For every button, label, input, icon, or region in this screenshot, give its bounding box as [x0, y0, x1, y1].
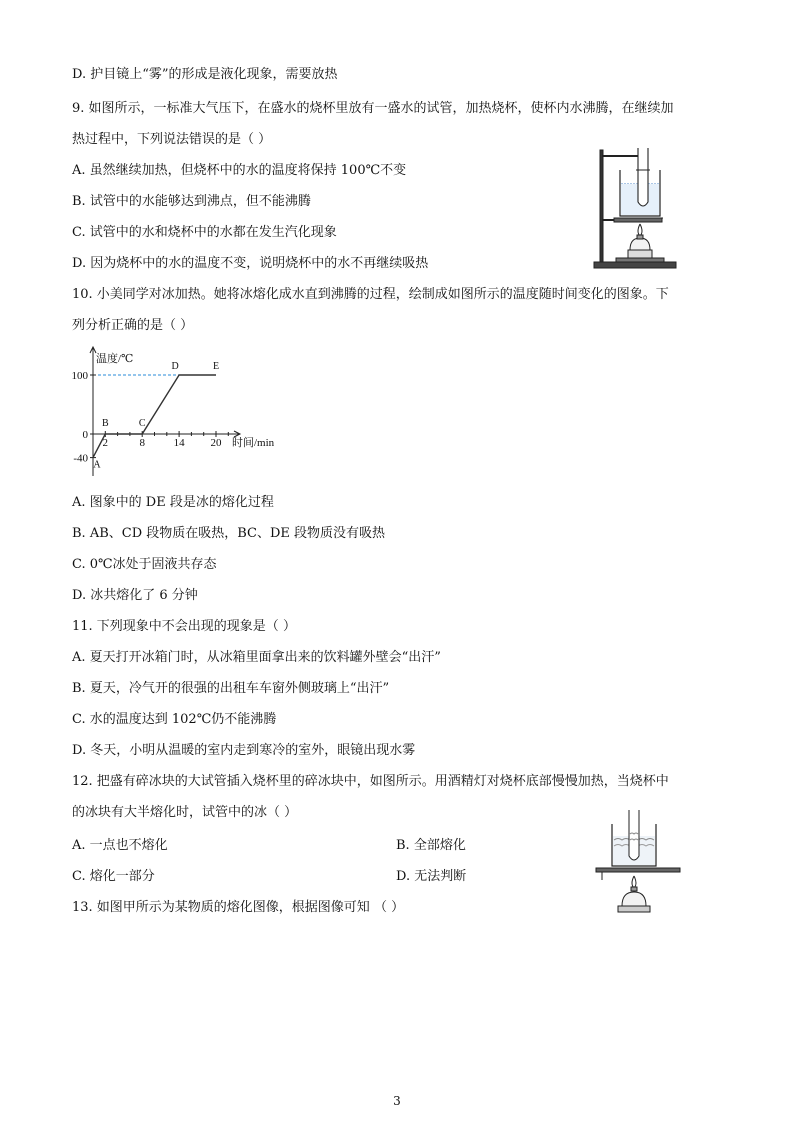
q12-option-b: B. 全部熔化: [396, 838, 466, 853]
y-tick-label--40: -40: [73, 452, 88, 465]
q13-stem: 13. 如图甲所示为某物质的熔化图像，根据图像可知 （ ）: [72, 900, 405, 915]
x-axis-label: 时间/min: [232, 437, 275, 449]
q9-option-d: D. 因为烧杯中的水的温度不变，说明烧杯中的水不再继续吸热: [72, 256, 429, 271]
x-tick-label-20: 20: [210, 437, 222, 449]
q12-stem-line1: 12. 把盛有碎冰块的大试管插入烧杯里的碎冰块中，如图所示。用酒精灯对烧杯底部慢慢加热，当烧杯中: [72, 774, 669, 789]
q11-option-b: B. 夏天，冷气开的很强的出租车车窗外侧玻璃上“出汗”: [72, 681, 390, 696]
x-tick-label-8: 8: [139, 437, 145, 449]
q12-option-a: A. 一点也不熔化: [72, 838, 168, 853]
q11-option-d: D. 冬天，小明从温暖的室内走到寒冷的室外，眼镜出现水雾: [72, 743, 416, 758]
q10-option-b: B. AB、CD 段物质在吸热，BC、DE 段物质没有吸热: [72, 526, 386, 541]
q9-stem-line1: 9. 如图所示，一标准大气压下，在盛水的烧杯里放有一盛水的试管，加热烧杯，使杯内水沸腾，在继续加: [72, 101, 674, 116]
q9-option-c: C. 试管中的水和烧杯中的水都在发生汽化现象: [72, 225, 337, 240]
q11-option-c: C. 水的温度达到 102℃仍不能沸腾: [72, 712, 277, 727]
q12-stem-line2: 的冰块有大半熔化时，试管中的冰（ ）: [72, 805, 298, 820]
q12-option-c: C. 熔化一部分: [72, 869, 155, 884]
x-tick-label-14: 14: [173, 437, 185, 449]
point-label-A: A: [93, 459, 101, 471]
q10-stem-line1: 10. 小美同学对冰加热。她将冰熔化成水直到沸腾的过程，绘制成如图所示的温度随时间变化的图象。下: [72, 287, 669, 302]
y-axis-label: 温度/℃: [96, 353, 134, 365]
point-label-D: D: [171, 361, 179, 372]
temperature-series-line: [93, 375, 216, 458]
q8-option-d: D. 护目镜上“雾”的形成是液化现象，需要放热: [72, 67, 338, 82]
ice-melting-apparatus-figure: [592, 806, 682, 918]
q10-option-c: C. 0℃冰处于固液共存态: [72, 557, 217, 572]
x-tick-label-2: 2: [102, 437, 109, 449]
boiling-apparatus-figure: [590, 140, 685, 275]
q11-option-a: A. 夏天打开冰箱门时，从冰箱里面拿出来的饮料罐外壁会“出汗”: [72, 650, 441, 665]
q11-stem: 11. 下列现象中不会出现的现象是（ ）: [72, 619, 296, 634]
page-number: 3: [393, 1094, 401, 1108]
q12-option-d: D. 无法判断: [396, 869, 467, 884]
q9-stem-line2: 热过程中，下列说法错误的是（ ）: [72, 132, 272, 147]
point-label-C: C: [138, 418, 146, 429]
y-tick-label-0: 0: [82, 429, 88, 441]
point-label-E: E: [212, 361, 220, 372]
q10-option-d: D. 冰共熔化了 6 分钟: [72, 588, 198, 603]
q9-option-a: A. 虽然继续加热，但烧杯中的水的温度将保持 100℃不变: [72, 163, 407, 178]
q9-option-b: B. 试管中的水能够达到沸点，但不能沸腾: [72, 194, 311, 209]
temperature-time-chart: [70, 344, 290, 484]
q10-stem-line2: 列分析正确的是（ ）: [72, 318, 194, 333]
q10-option-a: A. 图象中的 DE 段是冰的熔化过程: [72, 495, 274, 510]
point-label-B: B: [101, 418, 109, 429]
y-tick-label-100: 100: [71, 370, 88, 382]
